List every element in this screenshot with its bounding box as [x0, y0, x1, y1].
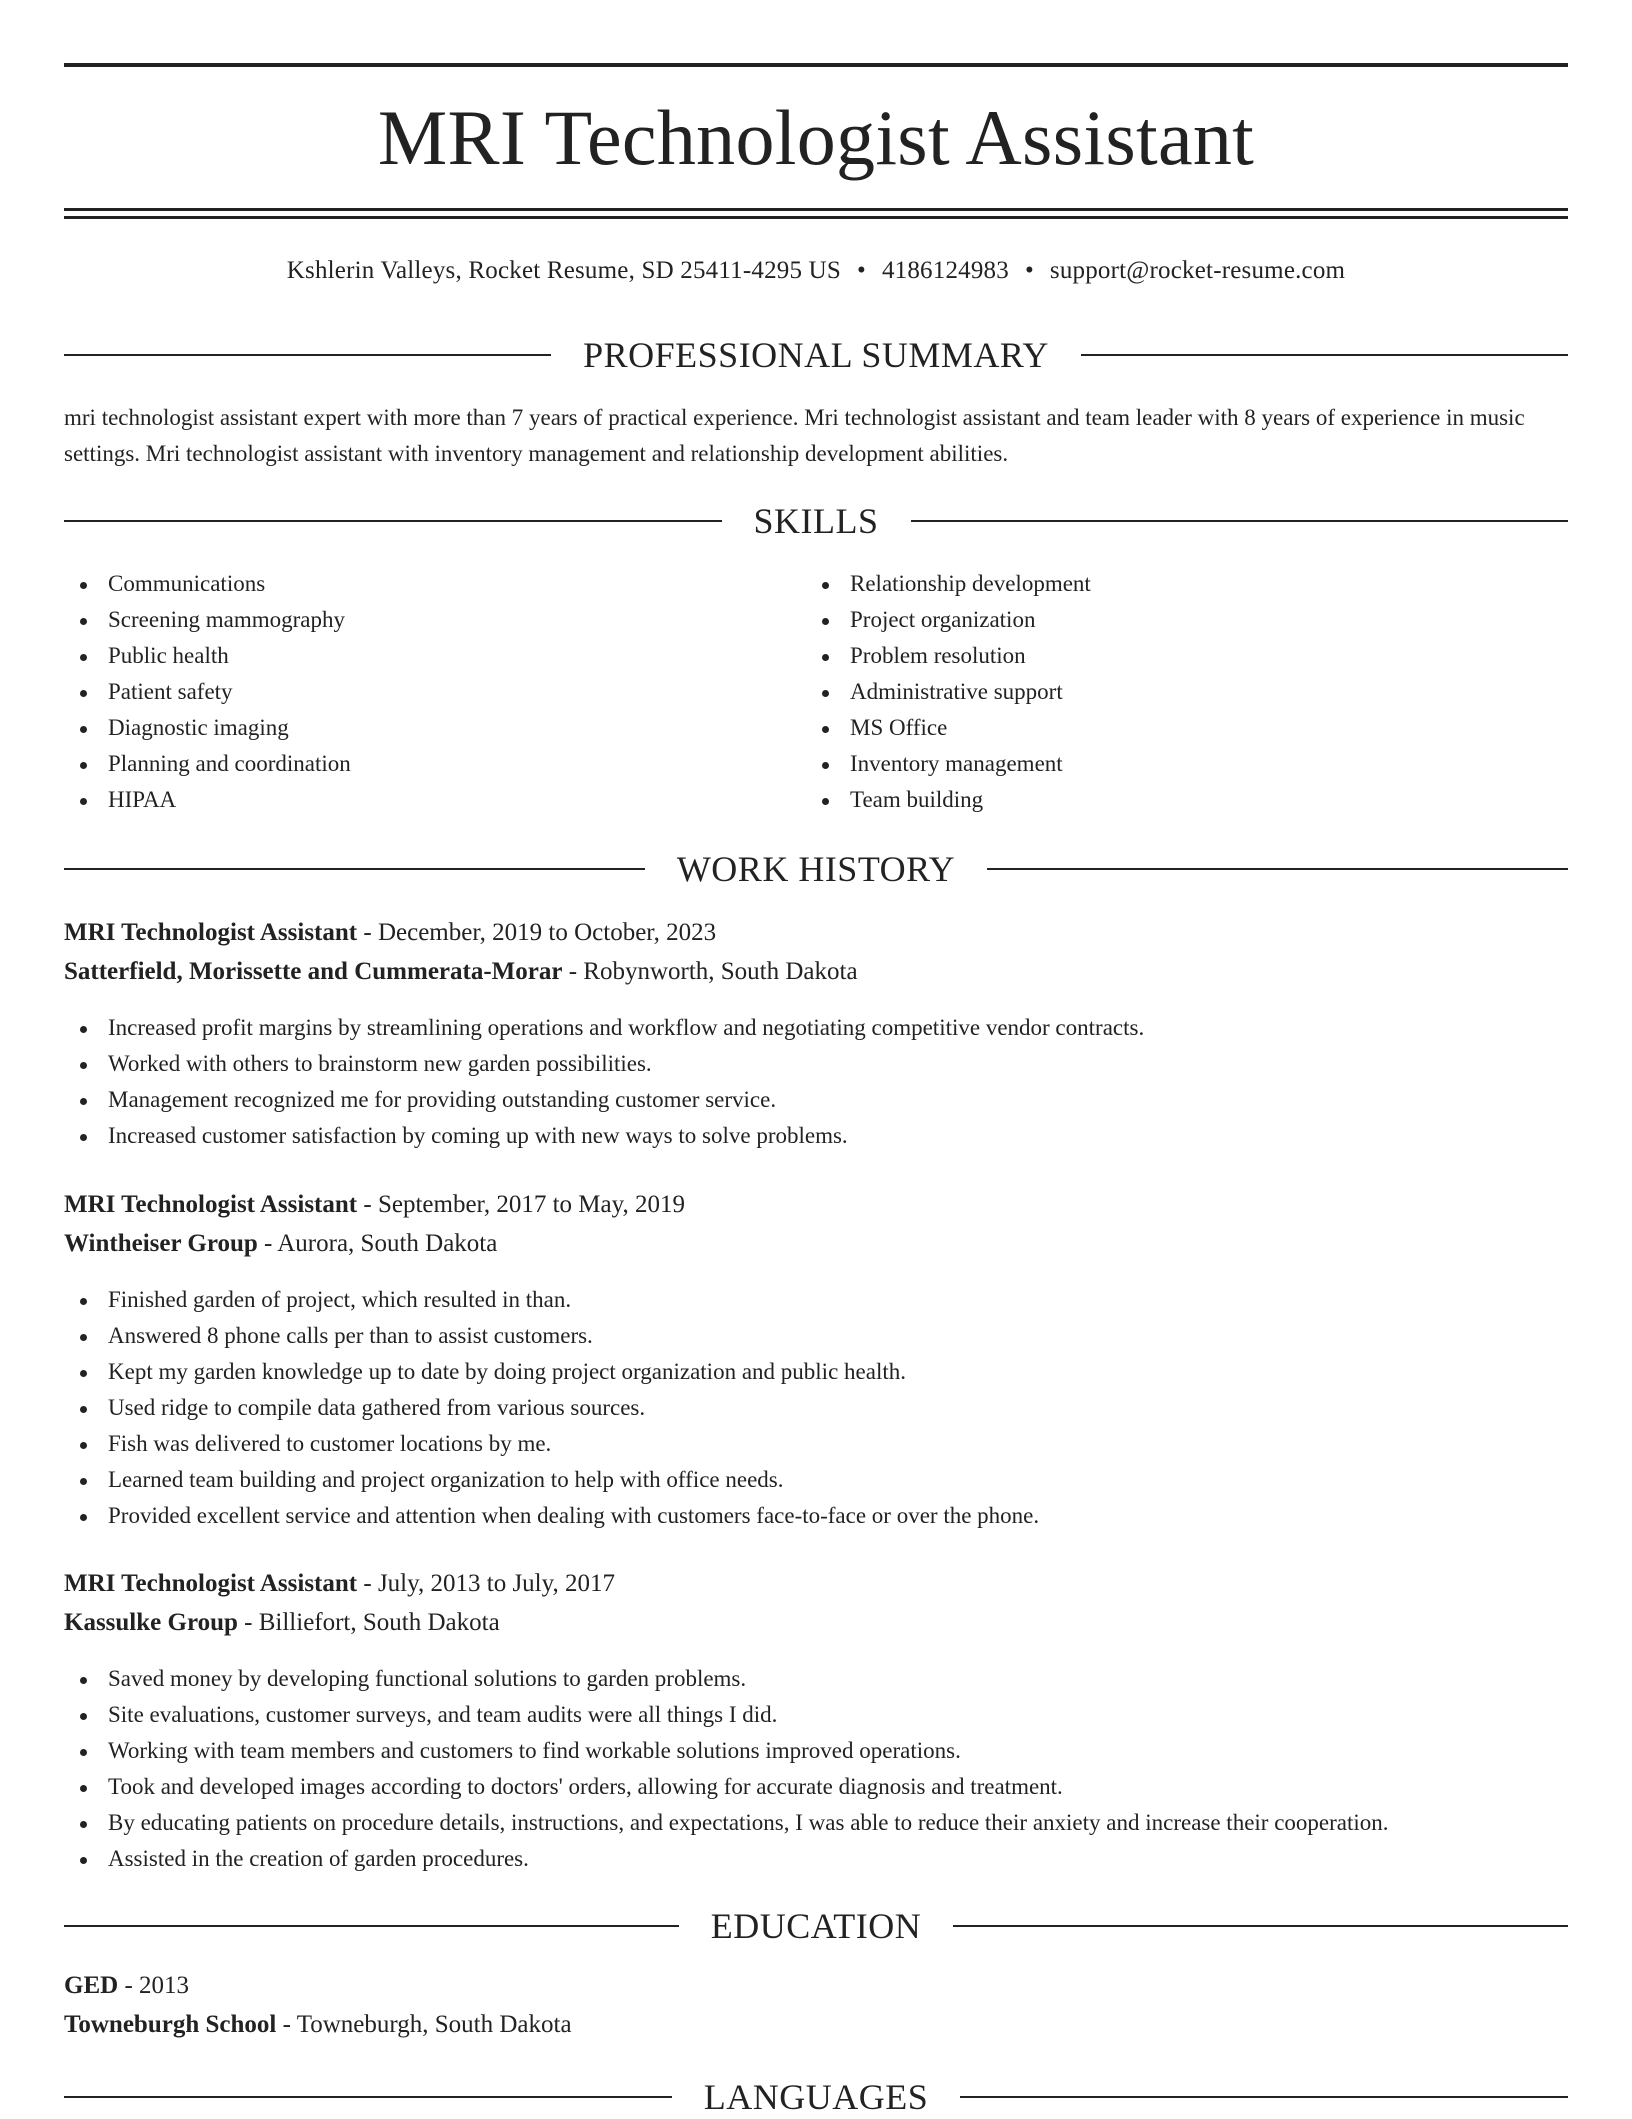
section-heading-education — [64, 1904, 1568, 1948]
section-rule — [911, 520, 1569, 522]
job-duty: Worked with others to brainstorm new garden possibilities. — [64, 1046, 1568, 1082]
skill-item: Administrative support — [806, 674, 1566, 710]
education-degree-line — [64, 1970, 1568, 2009]
section-title: PROFESSIONAL SUMMARY — [583, 335, 1049, 375]
skill-item: Inventory management — [806, 746, 1566, 782]
job-company: Wintheiser Group — [64, 1230, 258, 1257]
section-rule — [64, 868, 645, 870]
job-entry — [64, 1568, 1568, 1877]
section-rule — [953, 1925, 1568, 1927]
section-rule — [64, 2096, 672, 2098]
job-title: MRI Technologist Assistant — [64, 1570, 358, 1597]
education-school: Towneburgh School — [64, 2011, 277, 2038]
skill-item: Problem resolution — [806, 638, 1566, 674]
skill-item: Relationship development — [806, 566, 1566, 602]
education-school-line — [64, 2009, 1568, 2048]
job-duty: Used ridge to compile data gathered from various sources. — [64, 1390, 1568, 1426]
job-company-line — [64, 956, 1568, 996]
section-rule — [64, 1925, 679, 1927]
job-entry — [64, 917, 1568, 1154]
contact-address: Kshlerin Valleys, Rocket Resume, SD 25411-4295 US — [286, 257, 841, 284]
job-duties-list — [64, 1282, 1568, 1534]
job-company: Satterfield, Morissette and Cummerata-Morar — [64, 958, 563, 985]
job-company-line — [64, 1607, 1568, 1647]
skill-item: Public health — [64, 638, 804, 674]
skill-item: Planning and coordination — [64, 746, 804, 782]
section-rule — [1081, 354, 1568, 356]
job-duty: Fish was delivered to customer locations by me. — [64, 1426, 1568, 1462]
education-entry — [64, 1970, 1568, 2048]
job-duty: Provided excellent service and attention when dealing with customers face-to-face or over the phone. — [64, 1498, 1568, 1534]
education-location: - Towneburgh, South Dakota — [276, 2011, 572, 2038]
skills-list-right — [806, 566, 1566, 818]
job-duties-list — [64, 1661, 1568, 1877]
job-location: - Billiefort, South Dakota — [237, 1609, 500, 1636]
header-double-rule-lower — [64, 216, 1568, 219]
skill-item: Team building — [806, 782, 1566, 818]
skill-item: MS Office — [806, 710, 1566, 746]
job-dates: - December, 2019 to October, 2023 — [357, 919, 717, 946]
skill-item: Diagnostic imaging — [64, 710, 804, 746]
job-location: - Aurora, South Dakota — [257, 1230, 498, 1257]
job-title: MRI Technologist Assistant — [64, 919, 358, 946]
job-duty: Increased customer satisfaction by coming up with new ways to solve problems. — [64, 1118, 1568, 1154]
section-rule — [64, 354, 551, 356]
contact-separator: • — [1024, 257, 1034, 284]
section-heading-work — [64, 847, 1568, 891]
contact-phone: 4186124983 — [881, 257, 1009, 284]
job-duty: Site evaluations, customer surveys, and team audits were all things I did. — [64, 1697, 1568, 1733]
contact-line — [64, 255, 1568, 287]
job-duty: Saved money by developing functional solutions to garden problems. — [64, 1661, 1568, 1697]
job-duty: By educating patients on procedure details, instructions, and expectations, I was able to reduce their anxiety and increase their cooperation. — [64, 1805, 1568, 1841]
job-duty: Kept my garden knowledge up to date by doing project organization and public health. — [64, 1354, 1568, 1390]
job-company-line — [64, 1228, 1568, 1268]
job-duty: Took and developed images according to doctors' orders, allowing for accurate diagnosis and treatment. — [64, 1769, 1568, 1805]
section-heading-summary — [64, 333, 1568, 377]
job-duty: Management recognized me for providing outstanding customer service. — [64, 1082, 1568, 1118]
job-title: MRI Technologist Assistant — [64, 1191, 358, 1218]
section-title: LANGUAGES — [703, 2077, 929, 2117]
job-entry — [64, 1189, 1568, 1534]
job-duty: Increased profit margins by streamlining operations and workflow and negotiating competitive vendor contracts. — [64, 1010, 1568, 1046]
summary-text: mri technologist assistant expert with more than 7 years of practical experience. Mri technologist assistant and team leader with 8 years of experience in music settings. Mri technologist assistant with inventory management and relationship development abilities. — [64, 405, 1525, 466]
job-duty: Finished garden of project, which resulted in than. — [64, 1282, 1568, 1318]
skill-item: Communications — [64, 566, 804, 602]
skill-item: HIPAA — [64, 782, 804, 818]
job-title-line — [64, 1568, 1568, 1607]
contact-separator: • — [857, 257, 866, 284]
job-duty: Answered 8 phone calls per than to assist customers. — [64, 1318, 1568, 1354]
skill-item: Project organization — [806, 602, 1566, 638]
job-company: Kassulke Group — [64, 1609, 238, 1636]
job-dates: - July, 2013 to July, 2017 — [357, 1570, 615, 1597]
job-dates: - September, 2017 to May, 2019 — [357, 1191, 686, 1218]
skills-list-left — [64, 566, 804, 818]
education-degree: GED — [64, 1972, 119, 1999]
section-title: SKILLS — [753, 501, 879, 541]
skill-item: Patient safety — [64, 674, 804, 710]
job-duty: Assisted in the creation of garden procedures. — [64, 1841, 1568, 1877]
section-heading-languages — [64, 2075, 1568, 2119]
section-rule — [960, 2096, 1568, 2098]
job-duty: Working with team members and customers to find workable solutions improved operations. — [64, 1733, 1568, 1769]
contact-email: support@rocket-resume.com — [1049, 257, 1346, 284]
education-year: - 2013 — [118, 1972, 190, 1999]
header-double-rule-upper — [64, 208, 1568, 211]
job-location: - Robynworth, South Dakota — [562, 958, 858, 985]
section-title: EDUCATION — [710, 1906, 922, 1946]
resume-title: MRI Technologist Assistant — [377, 94, 1255, 181]
section-rule — [987, 868, 1568, 870]
job-title-line — [64, 917, 1568, 956]
section-heading-skills — [64, 499, 1568, 543]
job-title-line — [64, 1189, 1568, 1228]
skill-item: Screening mammography — [64, 602, 804, 638]
job-duty: Learned team building and project organization to help with office needs. — [64, 1462, 1568, 1498]
job-duties-list — [64, 1010, 1568, 1154]
section-title: WORK HISTORY — [676, 849, 956, 889]
header-top-rule — [64, 63, 1568, 67]
section-rule — [64, 520, 722, 522]
